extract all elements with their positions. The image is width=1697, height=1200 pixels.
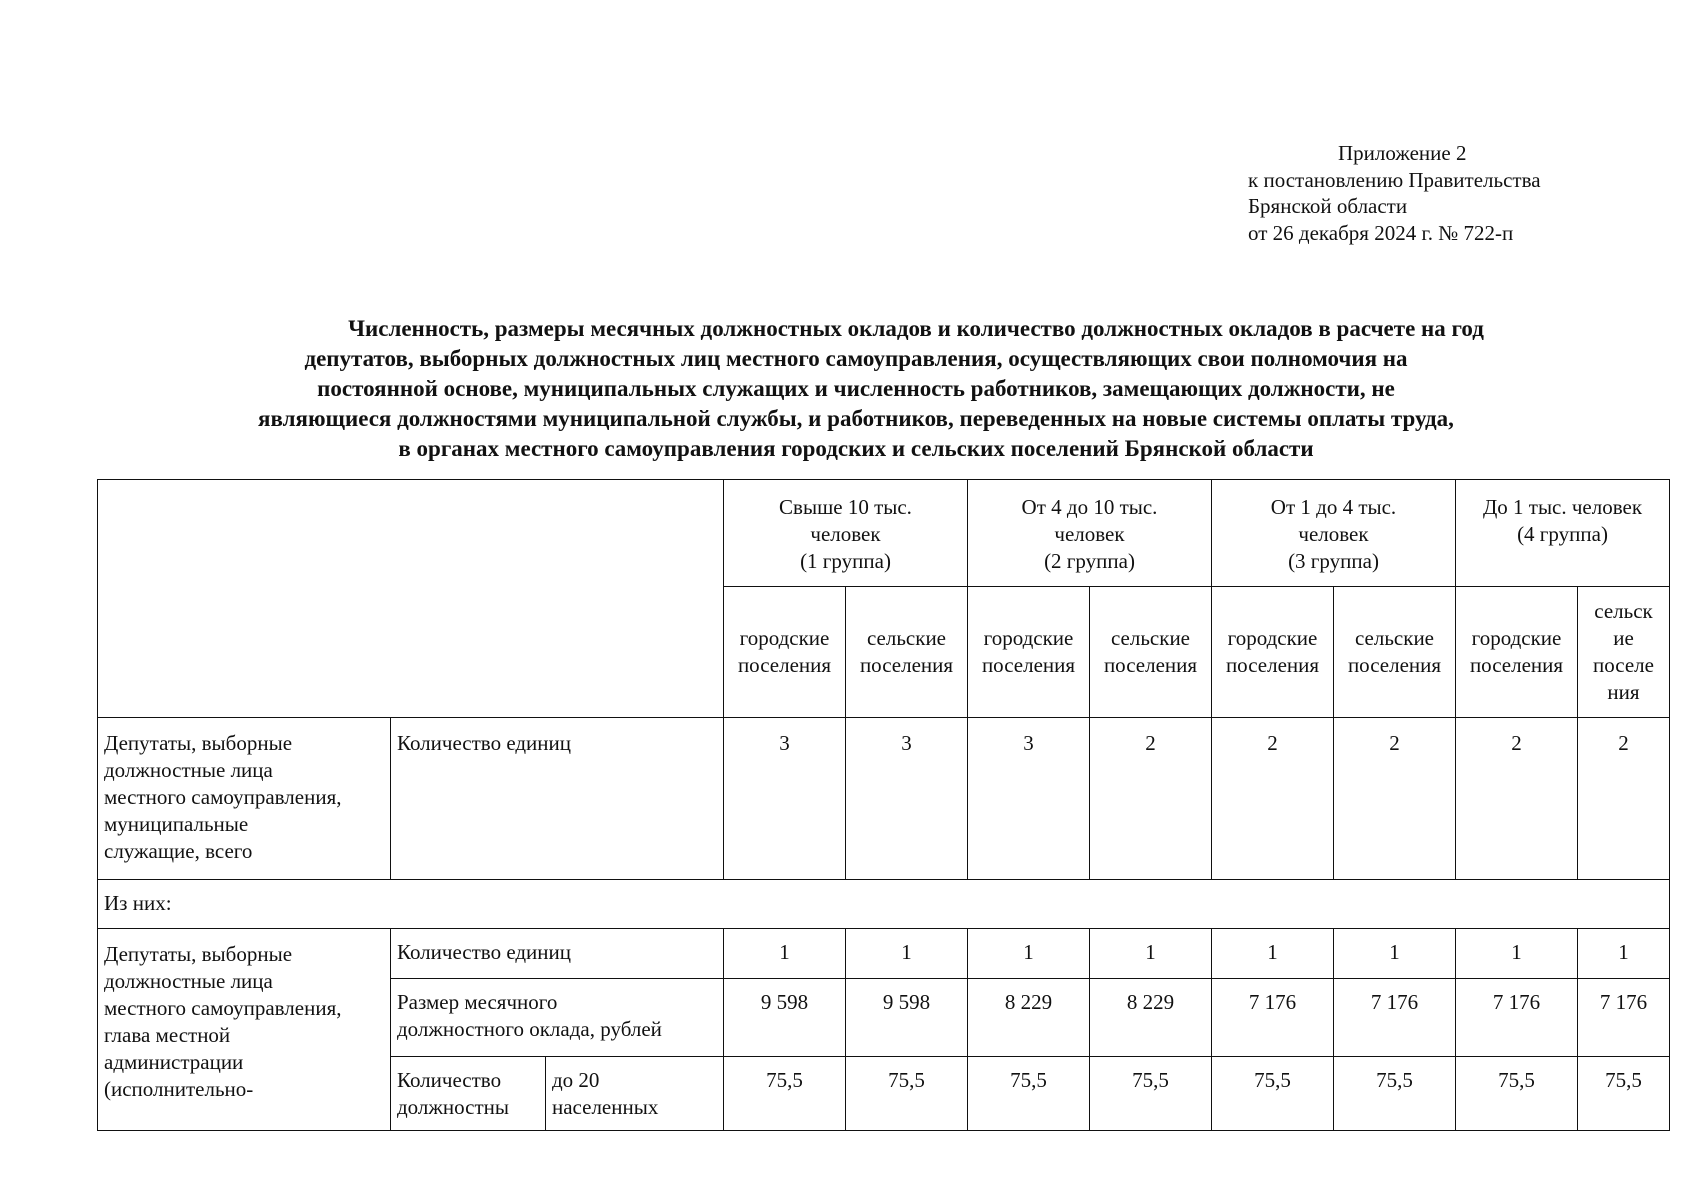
group-1-header bbox=[724, 480, 968, 587]
value-cell: 8 229 bbox=[968, 979, 1090, 1057]
sub-header-line: сельские bbox=[866, 626, 947, 650]
value-cell: 1 bbox=[1090, 929, 1212, 979]
g3-rural-header bbox=[1334, 587, 1456, 718]
table-row bbox=[98, 929, 1670, 979]
empty-corner-cell bbox=[98, 480, 724, 718]
group-header-line: (4 группа) bbox=[1517, 522, 1608, 546]
staffing-table bbox=[97, 479, 1670, 1131]
sub-header-line: сельск bbox=[1594, 599, 1653, 623]
measure-line: должностного оклада, рублей bbox=[397, 1017, 662, 1041]
sub-header-line: городские bbox=[1471, 626, 1562, 650]
g2-city-header bbox=[968, 587, 1090, 718]
value-cell: 2 bbox=[1212, 718, 1334, 880]
value-cell: 9 598 bbox=[846, 979, 968, 1057]
sub-header-line: поселе bbox=[1593, 653, 1654, 677]
row-label-line: должностные лица bbox=[104, 969, 273, 993]
document-title bbox=[96, 314, 1616, 464]
sub-header-line: поселения bbox=[1469, 653, 1564, 677]
sub-header-line: поселения bbox=[981, 653, 1076, 677]
sub-header-line: поселения bbox=[737, 653, 832, 677]
value-cell: 1 bbox=[1578, 929, 1670, 979]
group-header-line: До 1 тыс. человек bbox=[1482, 495, 1643, 519]
group-3-header bbox=[1212, 480, 1456, 587]
table-row bbox=[98, 880, 1670, 929]
measure-line: Размер месячного bbox=[397, 990, 558, 1014]
value-cell: 8 229 bbox=[1090, 979, 1212, 1057]
value-cell: 75,5 bbox=[1334, 1057, 1456, 1131]
value-cell: 75,5 bbox=[968, 1057, 1090, 1131]
measure-line: до 20 bbox=[552, 1068, 600, 1092]
row-label-line: служащие, всего bbox=[104, 839, 253, 863]
g4-city-header bbox=[1456, 587, 1578, 718]
value-cell: 1 bbox=[1456, 929, 1578, 979]
sub-header-line: поселения bbox=[859, 653, 954, 677]
value-cell: 7 176 bbox=[1456, 979, 1578, 1057]
g2-rural-header bbox=[1090, 587, 1212, 718]
sub-header-line: сельские bbox=[1354, 626, 1435, 650]
g1-city-header bbox=[724, 587, 846, 718]
row-label-line: (исполнительно- bbox=[104, 1077, 254, 1101]
sub-header-line: поселения bbox=[1225, 653, 1320, 677]
value-cell: 2 bbox=[1334, 718, 1456, 880]
title-line-3: постоянной основе, муниципальных служащих и численность работников, замещающих должности, не bbox=[317, 376, 1395, 401]
measure-cell bbox=[391, 979, 724, 1057]
value-cell: 75,5 bbox=[1090, 1057, 1212, 1131]
row-label-line: Депутаты, выборные bbox=[104, 731, 293, 755]
title-line-5: в органах местного самоуправления городских и сельских поселений Брянской области bbox=[398, 436, 1314, 461]
value-cell: 3 bbox=[724, 718, 846, 880]
row-label bbox=[98, 718, 391, 880]
annex-date-number: от 26 декабря 2024 г. № 722-п bbox=[1248, 220, 1514, 245]
value-cell: 75,5 bbox=[1212, 1057, 1334, 1131]
measure-cell: Количество единиц bbox=[391, 718, 724, 880]
value-cell: 3 bbox=[968, 718, 1090, 880]
group-header-line: человек bbox=[1298, 522, 1369, 546]
sub-header-line: поселения bbox=[1103, 653, 1198, 677]
title-line-4: являющиеся должностями муниципальной службы, и работников, переведенных на новые системы оплаты труда, bbox=[258, 406, 1454, 431]
group-header-line: От 4 до 10 тыс. bbox=[1021, 495, 1158, 519]
sub-header-line: поселения bbox=[1347, 653, 1442, 677]
g4-rural-header bbox=[1578, 587, 1670, 718]
measure-cell bbox=[391, 1057, 546, 1131]
g1-rural-header bbox=[846, 587, 968, 718]
row-label-line: местного самоуправления, bbox=[104, 996, 342, 1020]
sub-header-line: сельские bbox=[1110, 626, 1191, 650]
value-cell: 1 bbox=[724, 929, 846, 979]
annex-region: Брянской области bbox=[1248, 194, 1408, 218]
sub-header-line: городские bbox=[739, 626, 830, 650]
measure-line: Количество bbox=[397, 1068, 502, 1092]
measure-line: населенных bbox=[552, 1095, 659, 1119]
group-2-header bbox=[968, 480, 1212, 587]
row-label-line: должностные лица bbox=[104, 758, 273, 782]
value-cell: 2 bbox=[1090, 718, 1212, 880]
group-header-line: (1 группа) bbox=[800, 549, 891, 573]
value-cell: 1 bbox=[1334, 929, 1456, 979]
value-cell: 75,5 bbox=[1578, 1057, 1670, 1131]
value-cell: 9 598 bbox=[724, 979, 846, 1057]
value-cell: 2 bbox=[1456, 718, 1578, 880]
value-cell: 2 bbox=[1578, 718, 1670, 880]
value-cell: 7 176 bbox=[1212, 979, 1334, 1057]
group-header-line: человек bbox=[810, 522, 881, 546]
value-cell: 1 bbox=[1212, 929, 1334, 979]
group-header-line: (2 группа) bbox=[1044, 549, 1135, 573]
annex-number: Приложение 2 bbox=[1338, 141, 1467, 165]
annex-header bbox=[1248, 140, 1541, 246]
group-header-line: (3 группа) bbox=[1288, 549, 1379, 573]
title-line-2: депутатов, выборных должностных лиц местного самоуправления, осуществляющих свои полномочия на bbox=[304, 346, 1408, 371]
measure-cell: Количество единиц bbox=[391, 929, 724, 979]
row-label-line: Депутаты, выборные bbox=[104, 942, 293, 966]
sub-header-line: ния bbox=[1607, 680, 1640, 704]
group-header-line: Свыше 10 тыс. bbox=[779, 495, 912, 519]
group-4-header bbox=[1456, 480, 1670, 587]
row-label-line: муниципальные bbox=[104, 812, 249, 836]
of-them-label: Из них: bbox=[98, 880, 1670, 929]
sub-header-line: городские bbox=[983, 626, 1074, 650]
value-cell: 3 bbox=[846, 718, 968, 880]
row-label-line: администрации bbox=[104, 1050, 244, 1074]
measure-line: должностны bbox=[397, 1095, 510, 1119]
title-line-1: Численность, размеры месячных должностных окладов и количество должностных окладов в расчете на год bbox=[348, 316, 1484, 341]
row-label-line: глава местной bbox=[104, 1023, 231, 1047]
sub-header-line: городские bbox=[1227, 626, 1318, 650]
annex-reference: к постановлению Правительства bbox=[1248, 167, 1541, 192]
row-label bbox=[98, 929, 391, 1131]
group-header-line: человек bbox=[1054, 522, 1125, 546]
value-cell: 75,5 bbox=[1456, 1057, 1578, 1131]
group-header-row bbox=[98, 480, 1670, 587]
g3-city-header bbox=[1212, 587, 1334, 718]
group-header-line: От 1 до 4 тыс. bbox=[1270, 495, 1397, 519]
value-cell: 7 176 bbox=[1334, 979, 1456, 1057]
sub-header-line: ие bbox=[1613, 626, 1634, 650]
table-row bbox=[98, 718, 1670, 880]
sub-measure-cell bbox=[546, 1057, 724, 1131]
value-cell: 75,5 bbox=[724, 1057, 846, 1131]
row-label-line: местного самоуправления, bbox=[104, 785, 342, 809]
value-cell: 1 bbox=[846, 929, 968, 979]
value-cell: 75,5 bbox=[846, 1057, 968, 1131]
value-cell: 1 bbox=[968, 929, 1090, 979]
value-cell: 7 176 bbox=[1578, 979, 1670, 1057]
